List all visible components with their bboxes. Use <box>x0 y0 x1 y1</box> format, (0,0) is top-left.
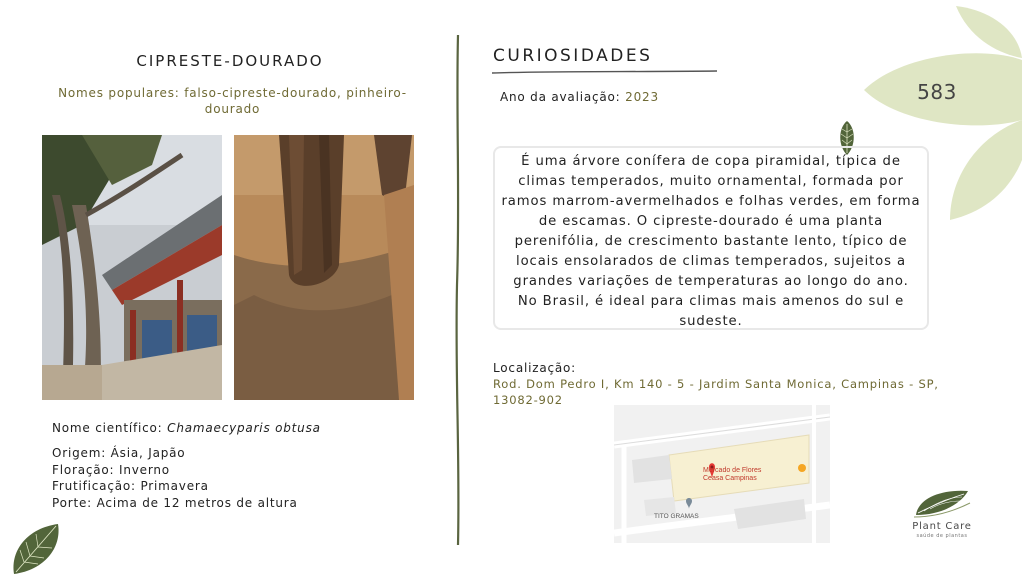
map-secondary-label: TITO GRAMAS <box>654 513 699 520</box>
tree-photo-trunk <box>234 135 414 400</box>
title-underline <box>492 68 717 76</box>
location-map[interactable] <box>614 405 830 543</box>
year-label: Ano da avaliação: <box>500 90 621 104</box>
scientific-name-label: Nome científico: <box>52 421 163 435</box>
map-pin-label: Mercado de Flores Ceasa Campinas <box>703 467 762 482</box>
logo-tagline: saúde de plantas <box>916 533 968 539</box>
popular-names: Nomes populares: falso-cipreste-dourado, pinheiro-dourado <box>58 86 407 116</box>
curiosities-title: CURIOSIDADES <box>493 46 653 66</box>
location-label: Localização: <box>493 361 577 375</box>
plant-title: CIPRESTE-DOURADO <box>136 52 324 70</box>
plant-facts <box>52 445 298 511</box>
description-text: É uma árvore conífera de copa piramidal, típica de climas temperados, muito ornamental, formada por ramos marrom-avermelhados e folhas verdes, em forma de escamas. O cipreste-dourado é uma planta perenifólia, de crescimento bastante lento, típico de locais ensolarados de climas temperados, sujeitos a grandes variações de temperaturas ao longo do ano. No Brasil, é ideal para climas mais amenos do sul e sudeste. <box>501 154 921 329</box>
flowering: Floração: Inverno <box>52 462 170 477</box>
decorative-leaf-bottom-left <box>8 520 64 576</box>
scientific-name: Chamaecyparis obtusa <box>167 421 321 435</box>
logo-name: Plant Care <box>912 521 972 532</box>
origin: Origem: Ásia, Japão <box>52 446 186 460</box>
tree-photo-shed <box>42 135 222 400</box>
plant-size: Porte: Acima de 12 metros de altura <box>52 495 298 510</box>
badge-number: 583 <box>917 80 957 104</box>
column-divider <box>452 35 464 545</box>
fruiting: Frutificação: Primavera <box>52 479 209 493</box>
evaluation-year <box>500 90 659 104</box>
scientific-name-line <box>52 421 321 435</box>
year-value: 2023 <box>625 90 659 104</box>
description-box <box>493 146 929 330</box>
location-address: Rod. Dom Pedro I, Km 140 - 5 - Jardim Santa Monica, Campinas - SP, 13082-902 <box>493 377 939 407</box>
